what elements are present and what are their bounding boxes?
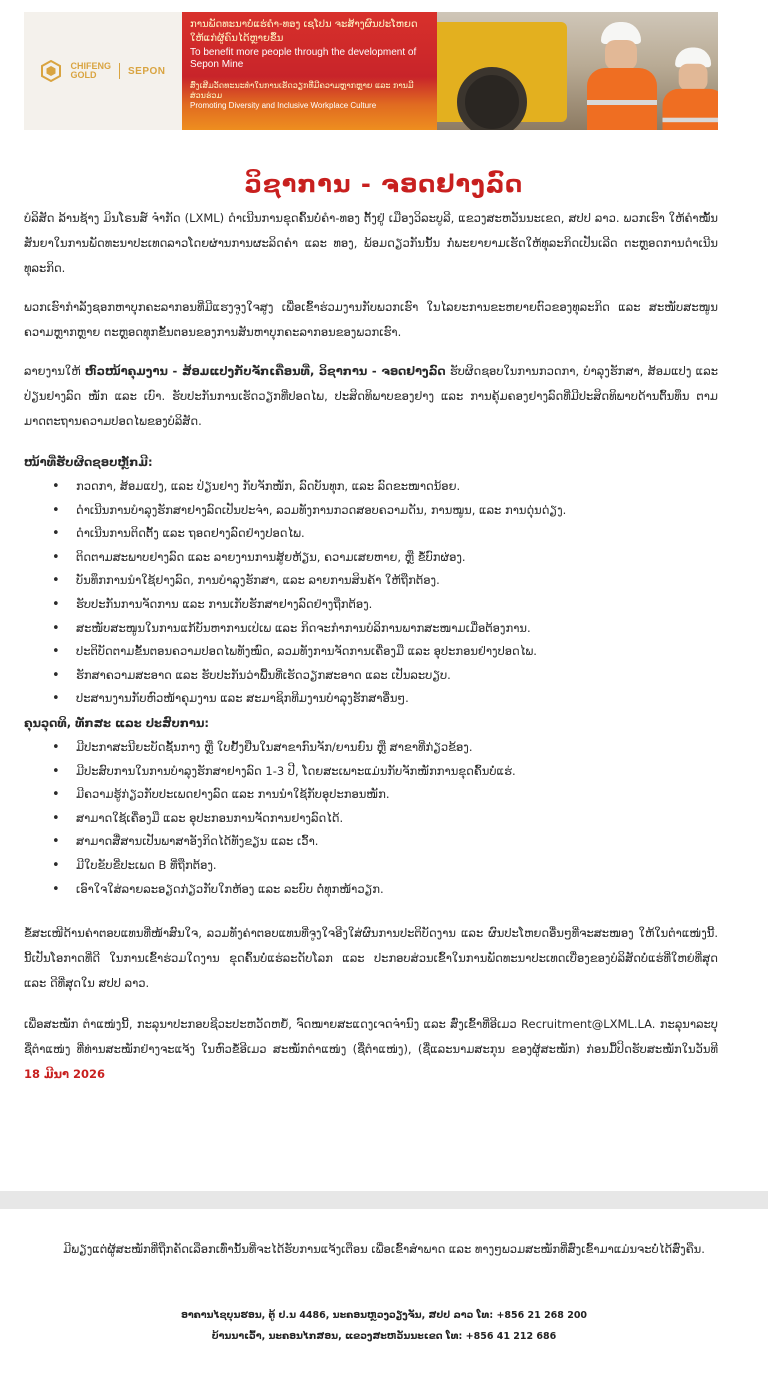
job-title: ວິຊາການ - ຈອດຢາງລົດ bbox=[244, 170, 524, 198]
role-paragraph bbox=[24, 359, 718, 434]
application-deadline: 18 ມີນາ 2026 bbox=[24, 1067, 106, 1082]
duties-heading: ໜ້າທີ່ຮັບຜິດຊອບຫຼັກມີ: bbox=[24, 455, 153, 469]
footer-note: ມີພຽງແຕ່ຜູ້ສະໝັກທີ່ຖືກຄັດເລືອກເທົ່ານັ້ນທີ່ຈະໄດ້ຮັບການແຈ້ງເຕືອນ ເພື່ອເຂົ້າສຳພາດ ແລະ ທາງໆພວມສະໝັກທີ່ສົ່ງເຂົ້າມາແມ່ນຈະບໍ່ໄດ້ສົ່ງຄືນ. bbox=[63, 1242, 705, 1256]
list-item: • ດຳເນີນການບຳລຸງຮັກສາຢາງລົດເປັນປະຈຳ, ລວມທັງການກວດສອບຄວາມດັນ, ການໝູນ, ແລະ ການດຸ່ນດ່ຽງ. bbox=[52, 499, 718, 523]
benefits-paragraph: ຂໍ້ສະເໜີດ້ານຄ່າຕອບແທນທີ່ໜ້າສົນໃຈ, ລວມທັງຄ່າຕອບແທນທີ່ຈູງໃຈອີງໃສ່ຜົນການປະຕິບັດງານ ແລະ ຜົນປະໂຫຍດອື່ນໆທີ່ຈະສະໜອງ ໃຫ້ໃນຕຳແໜ່ງນີ້. ນີ້ເປັນໂອກາດທີ່ດີ ໃນການເຂົ້າຮ່ວມໃດງານ ຂຸດຄົ້ນບໍ່ແຮ່ລະດັບໂລກ ແລະ ປະກອບສ່ວນເຂົ້າໃນການພັດທະນາປະເທດເບື່ອງຂອງບໍລິສັດບໍ່ແຮ່ທີ່ໃຫຍ່ທີ່ສຸດ ແລະ ດີທີ່ສຸດໃນ ສປປ ລາວ. bbox=[24, 926, 718, 991]
apply-paragraph bbox=[24, 1012, 718, 1087]
footer-addresses bbox=[0, 1305, 768, 1347]
job-description bbox=[24, 206, 718, 1087]
banner-en-tagline: To benefit more people through the development of Sepon Mine bbox=[190, 47, 417, 70]
apply-instructions: ເພື່ອສະໝັກ ຕຳແໜ່ງນີ້, ກະລຸນາປະກອບຊີວະປະຫວັດຫຍໍ້, ຈົດໝາຍສະແດງເຈດຈຳນົງ ແລະ ສົ່ງເຂົ້າທີ່ອີເມວ Recruitment@LXML.LA. ກະລຸນາລະບຸ ຊື່ຕຳແໜ່ງ ທີ່ທ່ານສະໝັກຢ່າງຈະແຈ້ງ ໃນຫົວຂໍ້ອີເມວ ສະໝັກຕຳແໜ່ງ (ຊື່ຕຳແໜ່ງ), (ຊື່ແລະນາມສະກຸນ ຂອງຜູ້ສະໝັກ) ກ່ອນມື້ປິດຮັບສະໝັກໃນວັນທີ bbox=[24, 1017, 718, 1057]
company-logo bbox=[24, 12, 182, 130]
list-item: • ມີຄວາມຮູ້ກ່ຽວກັບປະເພດຢາງລົດ ແລະ ການນຳໃຊ້ກັບອຸປະກອນໜັກ. bbox=[52, 783, 718, 807]
role-reports-to: ຫົວໜ້າຄຸມງານ - ສ້ອມແປງກັບຈັກເຄື່ອນທີ່, ວິຊາການ - ຈອດຢາງລົດ bbox=[84, 364, 446, 378]
logo-divider bbox=[119, 63, 120, 79]
list-item: • ປະຕິບັດຕາມຂັ້ນຕອນຄວາມປອດໄພທັງໝົດ, ລວມທັງການຈັດການເຄື່ອງມື ແລະ ອຸປະກອນຢ່າງປອດໄພ. bbox=[52, 640, 718, 664]
worker-female-image bbox=[663, 48, 719, 131]
worker-male-image bbox=[587, 22, 657, 130]
footer-divider-band bbox=[0, 1191, 768, 1209]
logo-brand: CHIFENG GOLD bbox=[70, 60, 111, 80]
list-item: • ສາມາດໃຊ້ເຄື່ອງມື ແລະ ອຸປະກອນການຈັດການຢາງລົດໄດ້. bbox=[52, 807, 718, 831]
banner-tagline-panel bbox=[182, 12, 437, 130]
qualifications-heading: ຄຸນວຸດທິ, ທັກສະ ແລະ ປະສົບການ: bbox=[24, 715, 209, 730]
list-item: • ກວດກາ, ສ້ອມແປງ, ແລະ ປ່ຽນຢາງ ກັບຈັກໜັກ, ລົດບັນທຸກ, ແລະ ລົດຂະໜາດນ້ອຍ. bbox=[52, 475, 718, 499]
recruit-paragraph: ພວກເຮົາກຳລັງຊອກຫາບຸກຄະລາກອນທີ່ມີແຮງຈູງໃຈສູງ ເພື່ອເຂົ້າຮ່ວມງານກັບພວກເຮົາ ໃນໄລຍະການຂະຫຍາຍຕົວຂອງທຸລະກິດ ແລະ ສະໜັບສະໜູນຄວາມຫຼາກຫຼາຍ ຕະຫຼອດທຸກຂັ້ນຕອນຂອງການສັນຫາບຸກຄະລາກອນຂອງພວກເຮົາ. bbox=[24, 300, 718, 339]
intro-paragraph: ບໍລິສັດ ລ້ານຊ້າງ ມິນໂຣນສ໌ ຈຳກັດ (LXML) ດຳເນີນການຂຸດຄົ້ນບໍ່ຄຳ-ທອງ ຕັ້ງຢູ່ ເມືອງວິລະບູລີ, ແຂວງສະຫວັນນະເຂດ, ສປປ ລາວ. ພວກເຮົາ ໃຫ້ຄຳໝັ້ນສັນຍາໃນການພັດທະນາປະເທດລາວໂດຍຜ່ານການຜະລິດຄຳ ແລະ ທອງ, ພ້ອມດຽວກັນນັ້ນ ກໍ່ພະຍາຍາມເຮັດໃຫ້ທຸລະກິດເປັນເລີດ ຕະຫຼອດການດຳເນີນທຸລະກິດ. bbox=[24, 211, 718, 275]
logo-sepon: SEPON bbox=[127, 65, 166, 77]
list-item: • ມີປະສົບການໃນການບຳລຸງຮັກສາຢາງລົດ 1-3 ປີ, ໂດຍສະເພາະແມ່ນກັບຈັກໜັກການຂຸດຄົ້ນບໍ່ແຮ່. bbox=[52, 760, 718, 784]
list-item: • ສາມາດສື່ສານເປັນພາສາອັງກິດໄດ້ທັງຂຽນ ແລະ ເວົ້າ. bbox=[52, 830, 718, 854]
address-savannakhet: ບ້ານນາເວົ້າ, ນະຄອນໄກສອນ, ແຂວງສະຫວັນນະເຂດ ໂທ: +856 41 212 686 bbox=[211, 1331, 557, 1342]
chifeng-hexagon-icon bbox=[40, 60, 62, 82]
list-item: • ສະໜັບສະໜູນໃນການແກ້ບັນຫາການເປ່ເພ ແລະ ກິດຈະກຳການບໍລິການພາກສະໜາມເມື່ອຕ້ອງການ. bbox=[52, 617, 718, 641]
truck-wheel-image bbox=[457, 67, 527, 130]
list-item: • ຮັບປະກັນການຈັດການ ແລະ ການເກັບຮັກສາຢາງລົດຢ່າງຖືກຕ້ອງ. bbox=[52, 593, 718, 617]
list-item: • ເອົາໃຈໃສ່ລາຍລະອຽດກ່ຽວກັບໃກຫ້ອງ ແລະ ລະບົບ ຕໍ່ທຸກໜ້າວຽກ. bbox=[52, 878, 718, 902]
list-item: • ມີໃບຂັບຂີ່ປະເພດ B ທີ່ຖືກຕ້ອງ. bbox=[52, 854, 718, 878]
duties-list bbox=[52, 475, 718, 711]
header-banner bbox=[24, 12, 718, 130]
list-item: • ດຳເນີນການຕິດຕັ້ງ ແລະ ຖອດຢາງລົດຢ່າງປອດໄພ. bbox=[52, 522, 718, 546]
address-vientiane: ອາຄານໄຊບຸນຮອນ, ຕູ້ ປ.ນ 4486, ນະຄອນຫຼວງວຽງຈັນ, ສປປ ລາວ ໂທ: +856 21 268 200 bbox=[180, 1310, 588, 1321]
list-item: • ມີປະກາສະນີຍະບັດຊັ້ນກາງ ຫຼື ໃບຢັ້ງຢືນໃນສາຂາກົນຈັກ/ຍານຍົນ ຫຼື ສາຂາທີ່ກ່ຽວຂ້ອງ. bbox=[52, 736, 718, 760]
list-item: • ບັນທຶກການນຳໃຊ້ຢາງລົດ, ການບຳລຸງຮັກສາ, ແລະ ລາຍການສິນຄ້າ ໃຫ້ຖືກຕ້ອງ. bbox=[52, 569, 718, 593]
list-item: • ປະສານງານກັບຫົວໜ້າຄຸມງານ ແລະ ສະມາຊິກທີມງານບຳລຸງຮັກສາອື່ນໆ. bbox=[52, 687, 718, 711]
banner-lao-tagline: ການພັດທະນາບໍ່ແຮ່ຄຳ-ທອງ ເຊໂປນ ຈະສ້າງຜົນປະໂຫຍດໃຫ້ແກ່ຜູ້ຄົນໄດ້ຫຼາຍຂຶ້ນ bbox=[190, 19, 418, 44]
list-item: • ຕິດຕາມສະພາບຢາງລົດ ແລະ ລາຍງານການສູ້ຍຫ້ຽນ, ຄວາມເສຍຫາຍ, ຫຼື ຂໍ້ບົກຜ່ອງ. bbox=[52, 546, 718, 570]
list-item: • ຮັກສາຄວາມສະອາດ ແລະ ຮັບປະກັນວ່າພື້ນທີ່ເຮັດວຽກສະອາດ ແລະ ເປັນລະບຽບ. bbox=[52, 664, 718, 688]
banner-en-culture: Promoting Diversity and Inclusive Workplace Culture bbox=[190, 101, 377, 110]
banner-lao-culture: ສົ່ງເສີມວັດທະນະທຳໃນການເຮັດວຽກທີ່ມີຄວາມຫຼາກຫຼາຍ ແລະ ການມີສ່ວນຮ່ວມ bbox=[190, 81, 414, 100]
role-summary: ຮັບຜິດຊອບໃນການກວດກາ, ບຳລຸງຮັກສາ, ສ້ອມແປງ ແລະ ປ່ຽນຢາງລົດ ໜັກ ແລະ ເບົາ. ຮັບປະກັນການເຮັດວຽກທີ່ປອດໄພ, ປະສິດທິພາບຂອງຢາງ ແລະ ການຄຸ້ມຄອງຢາງລົດທີ່ມີປະສິດທິພາບດ້ານຕົ້ນທຶນ ຕາມມາດຕະຖານຄວາມປອດໄພຂອງບໍລິສັດ. bbox=[24, 364, 718, 428]
qualifications-list bbox=[52, 736, 718, 901]
banner-photo-workers bbox=[437, 12, 718, 130]
role-prefix: ລາຍງານໃຫ້ bbox=[24, 364, 85, 378]
